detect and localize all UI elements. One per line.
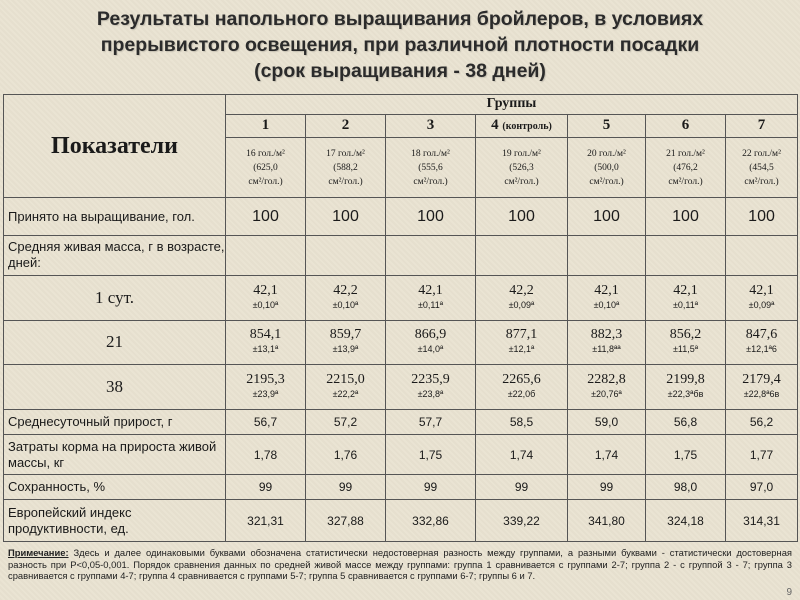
table-cell: 56,7 [226,410,306,435]
table-cell: 1,74 [568,435,646,475]
page-number: 9 [786,587,792,598]
table-cell: 100 [726,198,798,236]
group-density: 16 гол./м² (625,0 см²/гол.) [226,137,306,198]
table-cell: 100 [226,198,306,236]
table-cell: 42,1 ±0,10ª [568,275,646,320]
results-table [3,94,798,542]
table-cell: 56,8 [646,410,726,435]
table-cell: 341,80 [568,500,646,542]
table-cell: 42,1 ±0,10ª [226,275,306,320]
group-density: 20 гол./м² (500,0 см²/гол.) [568,137,646,198]
title-line-3: (срок выращивания - 38 дней) [254,60,546,82]
row-label-day1: 1 сут. [4,275,226,320]
footnote-heading: Примечание: [8,547,69,558]
table-cell: 42,1 ±0,11ª [646,275,726,320]
table-cell: 99 [476,475,568,500]
table-row [4,235,798,275]
table-cell: 97,0 [726,475,798,500]
group-density: 22 гол./м² (454,5 см²/гол.) [726,137,798,198]
table-cell: 2199,8 ±22,3ªбв [646,365,726,410]
table-cell: 1,74 [476,435,568,475]
table-cell: 99 [386,475,476,500]
table-row [4,410,798,435]
table-cell: 99 [226,475,306,500]
table-row [4,475,798,500]
table-cell [226,235,306,275]
table-cell [568,235,646,275]
table-cell [726,235,798,275]
table-row [4,275,798,320]
row-label-feed: Затраты корма на прироста живой массы, кг [4,435,226,475]
title-line-2: прерывистого освещения, при различной плотности посадки [100,34,700,56]
table-cell: 859,7 ±13,9ª [306,320,386,365]
table-cell: 99 [306,475,386,500]
table-cell: 332,86 [386,500,476,542]
table-row [4,500,798,542]
title-line-1: Результаты напольного выращивания бройлеров, в условиях [96,8,704,30]
table-cell: 847,6 ±12,1ª6 [726,320,798,365]
group-density: 18 гол./м² (555,6 см²/гол.) [386,137,476,198]
table-cell: 57,2 [306,410,386,435]
table-cell [386,235,476,275]
table-row [4,320,798,365]
table-cell: 56,2 [726,410,798,435]
table-cell: 100 [386,198,476,236]
group-number: 3 [386,114,476,137]
table-cell: 2179,4 ±22,8ª6в [726,365,798,410]
table-cell: 2265,6 ±22,0б [476,365,568,410]
table-cell: 882,3 ±11,8ªª [568,320,646,365]
table-row [4,435,798,475]
table-cell: 2195,3 ±23,9ª [226,365,306,410]
table-cell: 98,0 [646,475,726,500]
table-cell: 42,2 ±0,10ª [306,275,386,320]
group-number: 7 [726,114,798,137]
indicators-header: Показатели [4,95,226,198]
table-cell: 1,75 [386,435,476,475]
table-cell [646,235,726,275]
table-cell: 339,22 [476,500,568,542]
table-cell: 100 [306,198,386,236]
table-cell: 2235,9 ±23,8ª [386,365,476,410]
table-cell: 314,31 [726,500,798,542]
group-number: 4 (контроль) [476,114,568,137]
table-cell: 866,9 ±14,0ª [386,320,476,365]
row-label-daily-gain: Среднесуточный прирост, г [4,410,226,435]
table-cell: 57,7 [386,410,476,435]
table-cell: 1,77 [726,435,798,475]
table-cell: 58,5 [476,410,568,435]
group-density: 21 гол./м² (476,2 см²/гол.) [646,137,726,198]
table-row [4,365,798,410]
footnote [8,547,792,582]
groups-header: Группы [226,95,798,115]
table-cell: 100 [646,198,726,236]
group-number: 2 [306,114,386,137]
row-label-live-mass: Средняя живая масса, г в возрасте, дней: [4,235,226,275]
table-cell: 856,2 ±11,5ª [646,320,726,365]
table-cell: 1,78 [226,435,306,475]
row-label-day38: 38 [4,365,226,410]
table-cell: 42,2 ±0,09ª [476,275,568,320]
group-number: 6 [646,114,726,137]
group-density: 19 гол./м² (526,3 см²/гол.) [476,137,568,198]
table-cell [476,235,568,275]
footnote-text: Здесь и далее одинаковыми буквами обозначена статистически недостоверная разность между группами, а разными буквами - статистически достоверная разность при P<0,05-0,001. Порядок сравнения данных по средней живой массе между группами: группа 1 сравнивается с группами 2-7; группа 2 - с группой 3 - 7; группа 3 сравнивается с группами 4-7; группа 4 сравнивается с группами 5-7; группа 5 сравнивается с группами 6-7; группы 6 и 7. [8,547,792,581]
group-density: 17 гол./м² (588,2 см²/гол.) [306,137,386,198]
table-cell: 877,1 ±12,1ª [476,320,568,365]
table-cell: 59,0 [568,410,646,435]
table-cell: 100 [568,198,646,236]
table-cell: 327,88 [306,500,386,542]
table-cell: 42,1 ±0,09ª [726,275,798,320]
row-label-day21: 21 [4,320,226,365]
table-cell: 1,75 [646,435,726,475]
table-cell: 2215,0 ±22,2ª [306,365,386,410]
table-cell: 99 [568,475,646,500]
row-label-accepted: Принято на выращивание, гол. [4,198,226,236]
table-cell: 2282,8 ±20,76ª [568,365,646,410]
table-row [4,198,798,236]
table-cell: 854,1 ±13,1ª [226,320,306,365]
row-label-epi: Европейский индекс продуктивности, ед. [4,500,226,542]
table-cell: 100 [476,198,568,236]
slide-title [0,6,800,84]
table-cell [306,235,386,275]
group-number: 5 [568,114,646,137]
group-number: 1 [226,114,306,137]
table-cell: 42,1 ±0,11ª [386,275,476,320]
row-label-survival: Сохранность, % [4,475,226,500]
table-cell: 1,76 [306,435,386,475]
control-label: (контроль) [502,121,552,133]
table-cell: 324,18 [646,500,726,542]
table-cell: 321,31 [226,500,306,542]
